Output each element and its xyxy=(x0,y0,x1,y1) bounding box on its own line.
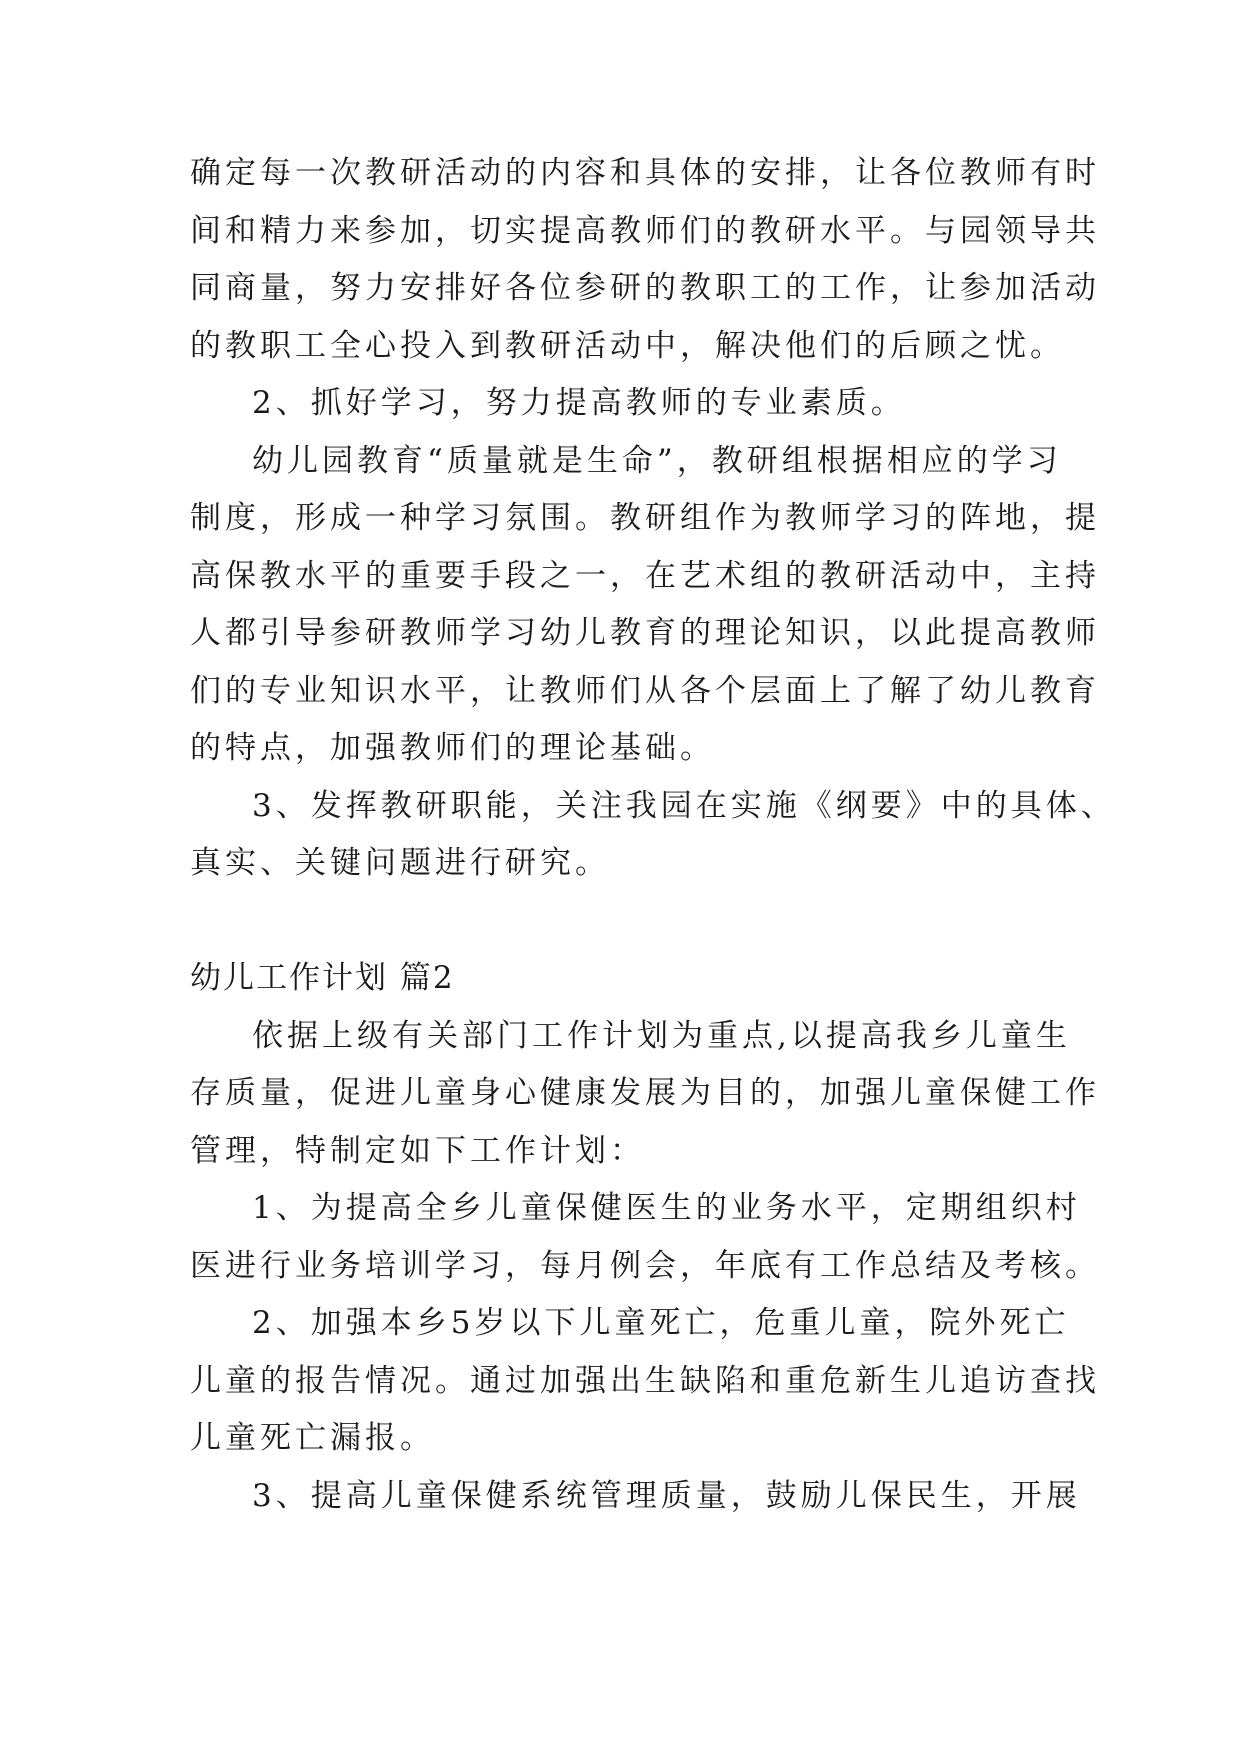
paragraph-line: 真实、关键问题进行研究。 xyxy=(190,845,610,881)
list-item-2: 2、抓好学习，努力提高教师的专业素质。 xyxy=(252,385,906,421)
paragraph-line: 们的专业知识水平，让教师们从各个层面上了解了幼儿教育 xyxy=(190,673,1100,709)
list-item-3: 3、提高儿童保健系统管理质量，鼓励儿保民生，开展 xyxy=(252,1478,1081,1514)
list-item-3: 3、发挥教研职能，关注我园在实施《纲要》中的具体、 xyxy=(252,788,1116,824)
section-heading: 幼儿工作计划 篇2 xyxy=(190,960,455,996)
paragraph-line: 管理，特制定如下工作计划： xyxy=(190,1133,645,1169)
paragraph-line: 高保教水平的重要手段之一，在艺术组的教研活动中，主持 xyxy=(190,558,1100,594)
paragraph-line: 依据上级有关部门工作计划为重点,以提高我乡儿童生 xyxy=(252,1018,1071,1054)
paragraph-line: 儿童的报告情况。通过加强出生缺陷和重危新生儿追访查找 xyxy=(190,1363,1100,1399)
list-item-2: 2、加强本乡5岁以下儿童死亡，危重儿童，院外死亡 xyxy=(252,1305,1070,1341)
paragraph-line: 人都引导参研教师学习幼儿教育的理论知识，以此提高教师 xyxy=(190,615,1100,651)
paragraph-line: 存质量，促进儿童身心健康发展为目的，加强儿童保健工作 xyxy=(190,1075,1100,1111)
paragraph-line: 间和精力来参加，切实提高教师们的教研水平。与园领导共 xyxy=(190,213,1100,249)
list-item-1: 1、为提高全乡儿童保健医生的业务水平，定期组织村 xyxy=(252,1190,1081,1226)
paragraph-line: 的教职工全心投入到教研活动中，解决他们的后顾之忧。 xyxy=(190,328,1065,364)
paragraph-line: 幼儿园教育“质量就是生命”，教研组根据相应的学习 xyxy=(252,443,1062,479)
paragraph-line: 医进行业务培训学习，每月例会，年底有工作总结及考核。 xyxy=(190,1248,1100,1284)
paragraph-line: 儿童死亡漏报。 xyxy=(190,1420,435,1456)
paragraph-line: 制度，形成一种学习氛围。教研组作为教师学习的阵地，提 xyxy=(190,500,1100,536)
paragraph-line: 同商量，努力安排好各位参研的教职工的工作，让参加活动 xyxy=(190,270,1100,306)
paragraph-line: 的特点，加强教师们的理论基础。 xyxy=(190,730,715,766)
paragraph-line: 确定每一次教研活动的内容和具体的安排，让各位教师有时 xyxy=(190,155,1100,191)
